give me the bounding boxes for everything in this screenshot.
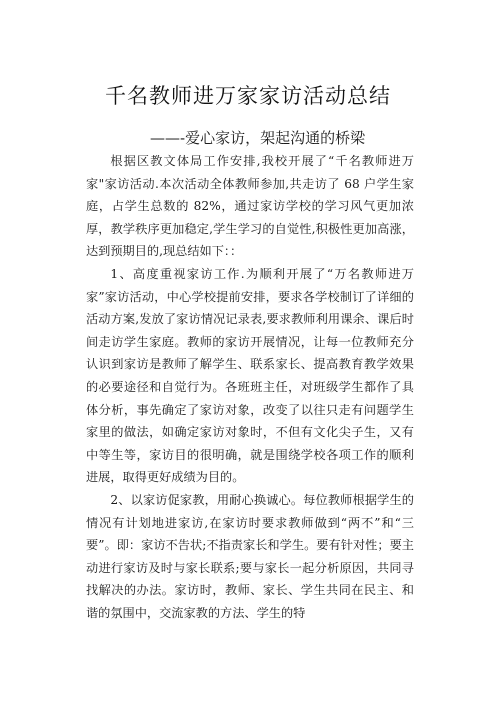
paragraph-point-2: 2、以家访促家教，用耐心换诚心。每位教师根据学生的情况有计划地进家访,在家访时要求教师做到“两不”和“三要”。即：家访不告状;不指责家长和学生。要有针对性；要主动进行家访及时与家长联系;要与家长一起分析原因，共同寻找解决的办法。家访时，教师、家长、学生共同在民主、和谐的氛围中，交流家教的方法、学生的特 bbox=[86, 492, 414, 620]
paragraph-intro: 根据区教文体局工作安排,我校开展了“千名教师进万家"家访活动.本次活动全体教师参加,共走访了 68 户学生家庭，占学生总数的 82%，通过家访学校的学习风气更加浓厚，教学秩序更加稳定,学生学习的自觉性,积极性更加高涨，达到预期目的,现总结如下：： bbox=[86, 154, 414, 259]
document-title: 千名教师进万家家访活动总结 bbox=[105, 84, 391, 108]
document-subtitle: ——-爱心家访，架起沟通的桥梁 bbox=[150, 129, 366, 147]
paragraph-point-1: 1、高度重视家访工作.为顺利开展了“万名教师进万家”家访活动，中心学校提前安排，要求各学校制订了详细的活动方案,发放了家访情况记录表,要求教师利用课余、课后时间走访学生家庭。教师的家访开展情况，让每一位教师充分认识到家访是教师了解学生、联系家长、提高教育教学效果的必要途径和自觉行为。各班班主任，对班级学生都作了具体分析，事先确定了家访对象，改变了以往只走有问题学生家里的做法，如确定家访对象时，不但有文化尖子生，又有中等生等，家访目的很明确，就是围绕学校各项工作的顺利进展，取得更好成绩为目的。 bbox=[86, 266, 414, 485]
document-body bbox=[86, 150, 414, 624]
